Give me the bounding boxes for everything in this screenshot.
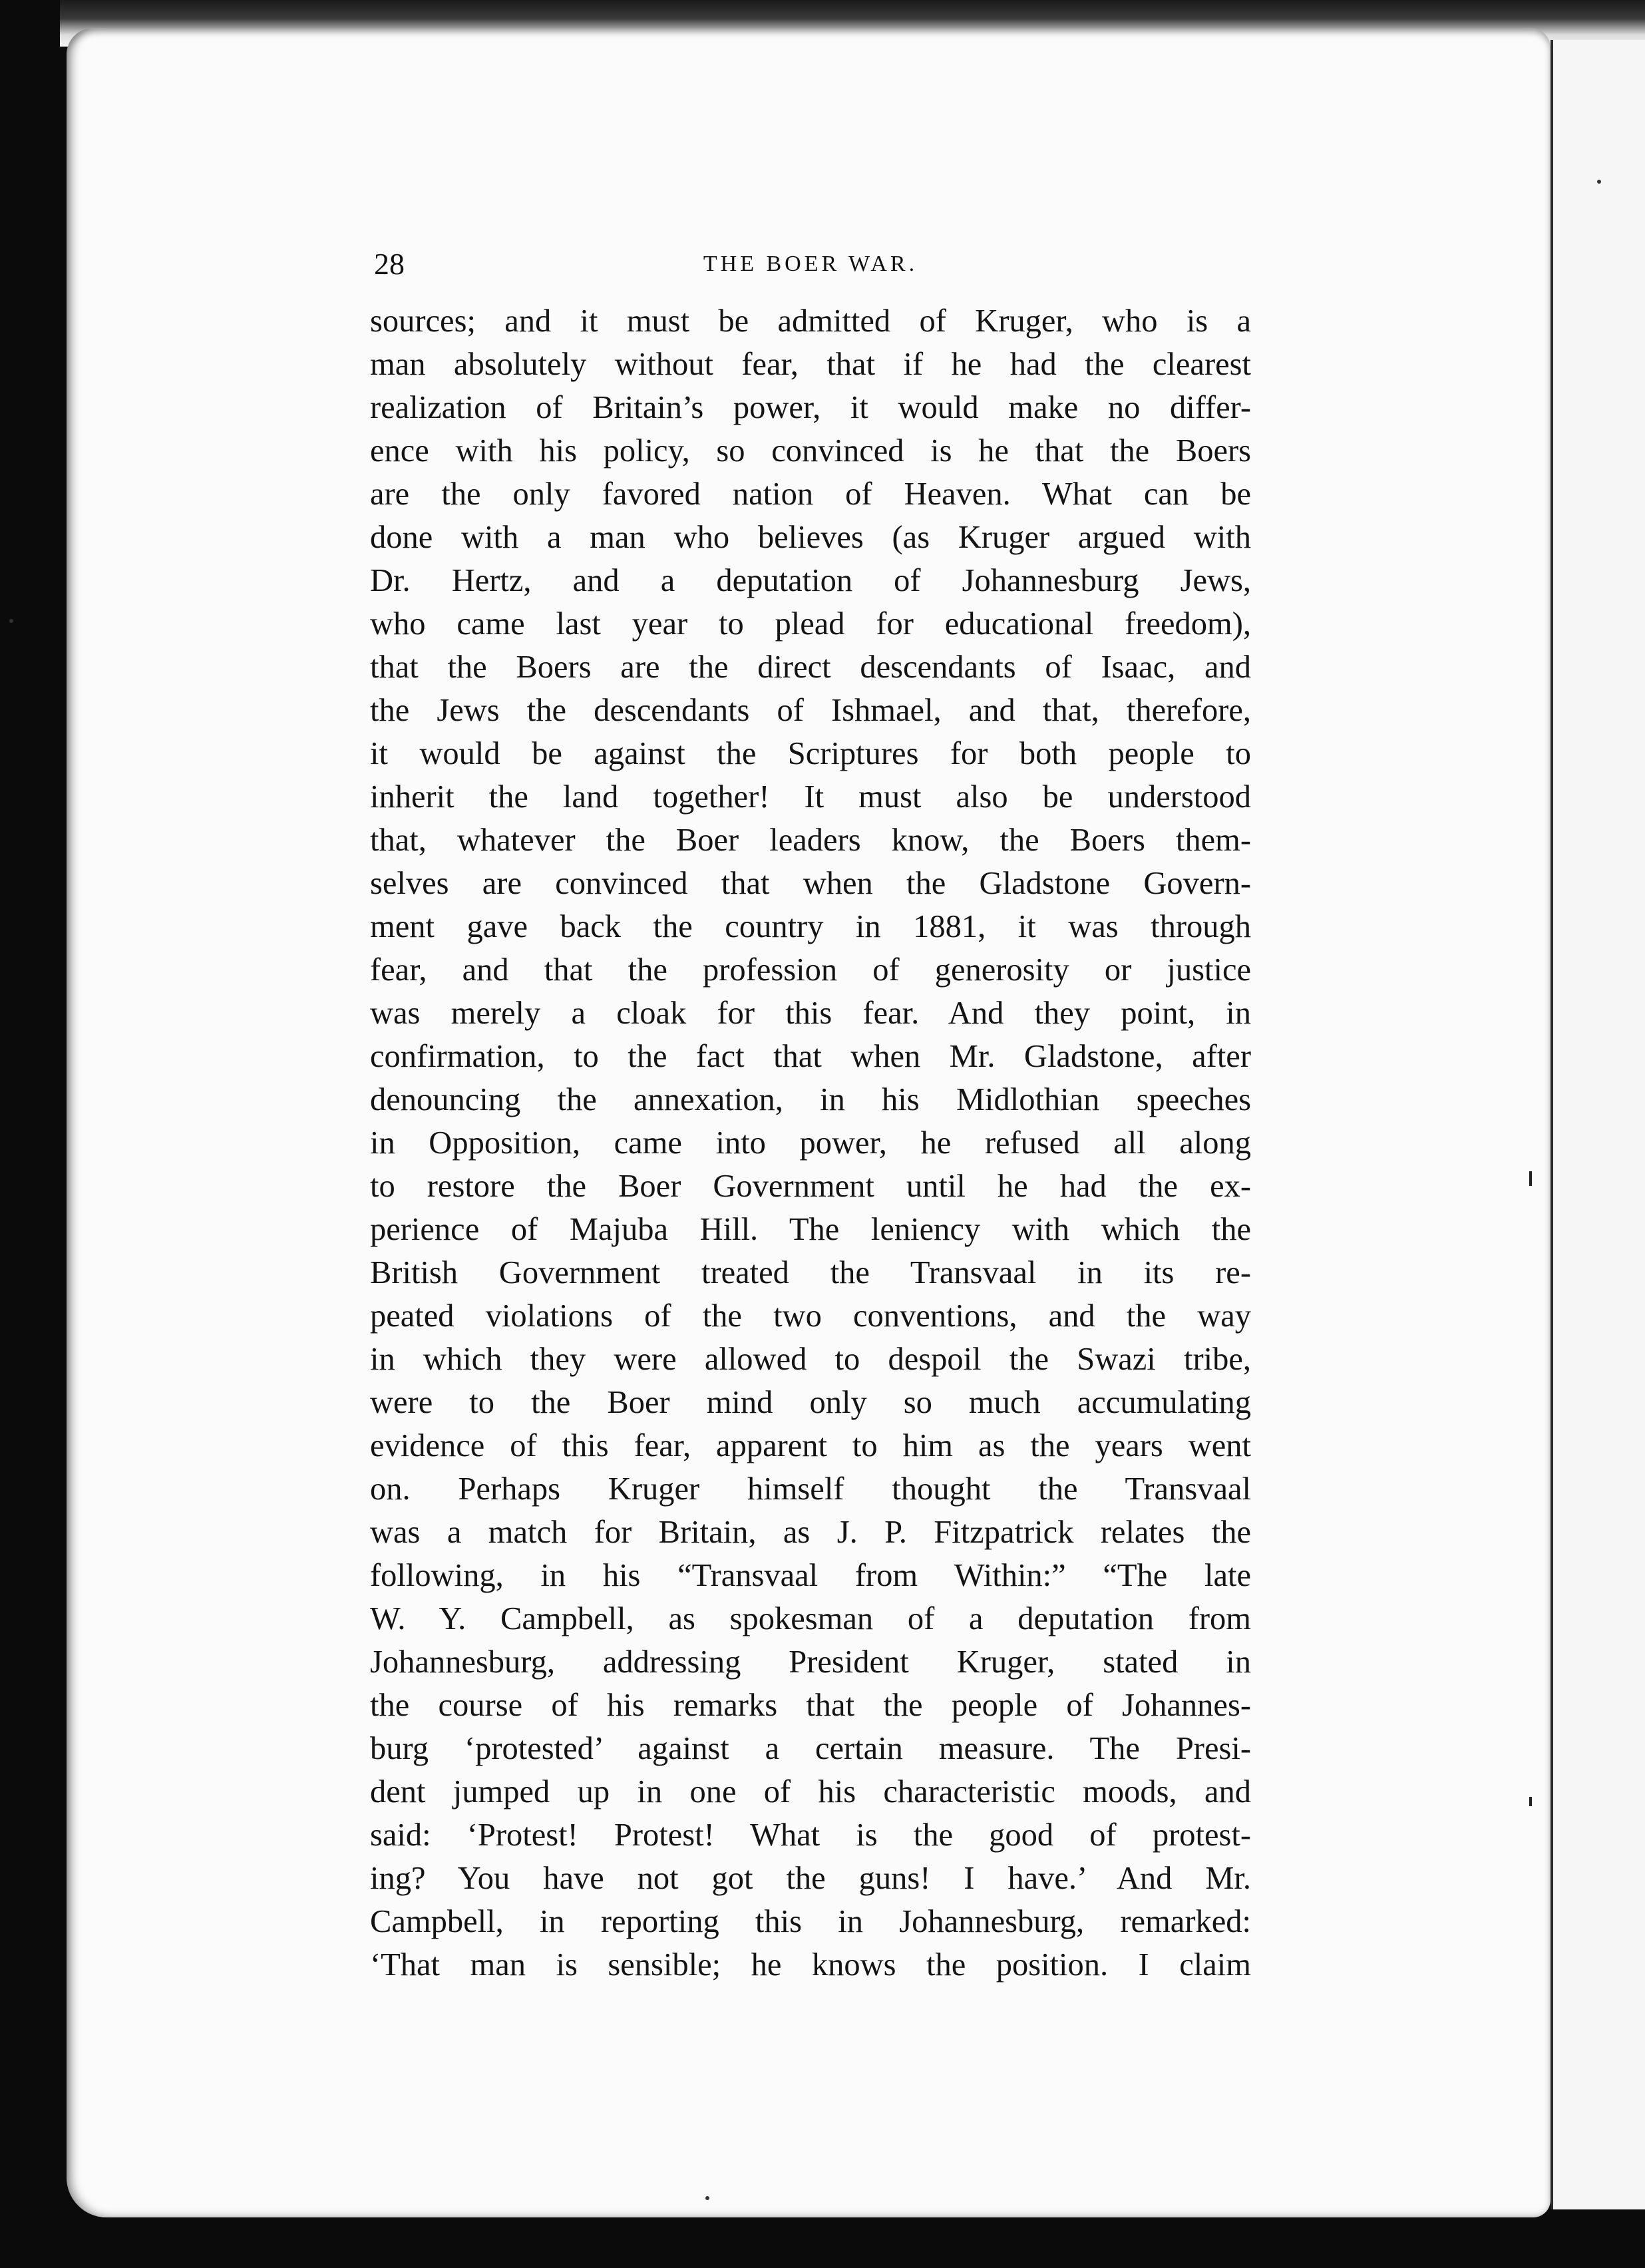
text-line: in Opposition, came into power, he refused all along <box>370 1125 1251 1161</box>
dust-speck <box>9 619 13 623</box>
text-line: ing? You have not got the guns! I have.’ And Mr. <box>370 1861 1251 1896</box>
text-line: ‘That man is sensible; he knows the position. I claim <box>370 1947 1251 1983</box>
text-line: fear, and that the profession of generosity or justice <box>370 952 1251 988</box>
text-line: denouncing the annexation, in his Midlothian speeches <box>370 1082 1251 1117</box>
text-line: done with a man who believes (as Kruger argued with <box>370 520 1251 555</box>
body-text <box>370 299 1251 1986</box>
text-line: Campbell, in reporting this in Johannesburg, remarked: <box>370 1904 1251 1939</box>
text-line: was a match for Britain, as J. P. Fitzpatrick relates the <box>370 1515 1251 1550</box>
scan-mark <box>1529 1797 1532 1806</box>
text-line: perience of Majuba Hill. The leniency with which the <box>370 1212 1251 1247</box>
text-line: that the Boers are the direct descendants of Isaac, and <box>370 650 1251 685</box>
page-header <box>370 246 1251 284</box>
text-line: following, in his “Transvaal from Within:” “The late <box>370 1558 1251 1593</box>
text-line: man absolutely without fear, that if he had the clearest <box>370 347 1251 382</box>
text-line: ence with his policy, so convinced is he that the Boers <box>370 433 1251 469</box>
text-line: it would be against the Scriptures for both people to <box>370 736 1251 771</box>
text-line: peated violations of the two conventions, and the way <box>370 1298 1251 1334</box>
text-line: to restore the Boer Government until he had the ex- <box>370 1169 1251 1204</box>
text-line: in which they were allowed to despoil the Swazi tribe, <box>370 1342 1251 1377</box>
text-line: Johannesburg, addressing President Kruger, stated in <box>370 1644 1251 1680</box>
dust-speck <box>1597 180 1601 184</box>
text-line: dent jumped up in one of his characteristic moods, and <box>370 1774 1251 1809</box>
scan-mark <box>1529 1171 1532 1186</box>
text-line: were to the Boer mind only so much accumulating <box>370 1385 1251 1420</box>
text-line: who came last year to plead for educational freedom), <box>370 606 1251 642</box>
text-line: the course of his remarks that the people of Johannes- <box>370 1688 1251 1723</box>
text-line: evidence of this fear, apparent to him as the years went <box>370 1428 1251 1463</box>
text-line: burg ‘protested’ against a certain measure. The Presi- <box>370 1731 1251 1766</box>
text-line: are the only favored nation of Heaven. What can be <box>370 476 1251 512</box>
dust-speck <box>705 2196 709 2200</box>
text-line: that, whatever the Boer leaders know, the Boers them- <box>370 823 1251 858</box>
text-line: on. Perhaps Kruger himself thought the Transvaal <box>370 1471 1251 1507</box>
text-line: realization of Britain’s power, it would make no differ- <box>370 390 1251 425</box>
text-line: British Government treated the Transvaal in its re- <box>370 1255 1251 1290</box>
text-line: was merely a cloak for this fear. And they point, in <box>370 996 1251 1031</box>
text-line: W. Y. Campbell, as spokesman of a deputation from <box>370 1601 1251 1636</box>
facing-page-edge <box>1551 40 1645 2209</box>
text-line: inherit the land together! It must also be understood <box>370 779 1251 815</box>
running-title: THE BOER WAR. <box>703 252 918 276</box>
text-line: ment gave back the country in 1881, it was through <box>370 909 1251 944</box>
text-line: sources; and it must be admitted of Kruger, who is a <box>370 303 1251 339</box>
text-line: selves are convinced that when the Gladstone Govern- <box>370 866 1251 901</box>
text-line: the Jews the descendants of Ishmael, and that, therefore, <box>370 693 1251 728</box>
text-line: said: ‘Protest! Protest! What is the good of protest- <box>370 1817 1251 1853</box>
text-line: Dr. Hertz, and a deputation of Johannesburg Jews, <box>370 563 1251 598</box>
page-number: 28 <box>374 247 405 281</box>
text-line: confirmation, to the fact that when Mr. Gladstone, after <box>370 1039 1251 1074</box>
